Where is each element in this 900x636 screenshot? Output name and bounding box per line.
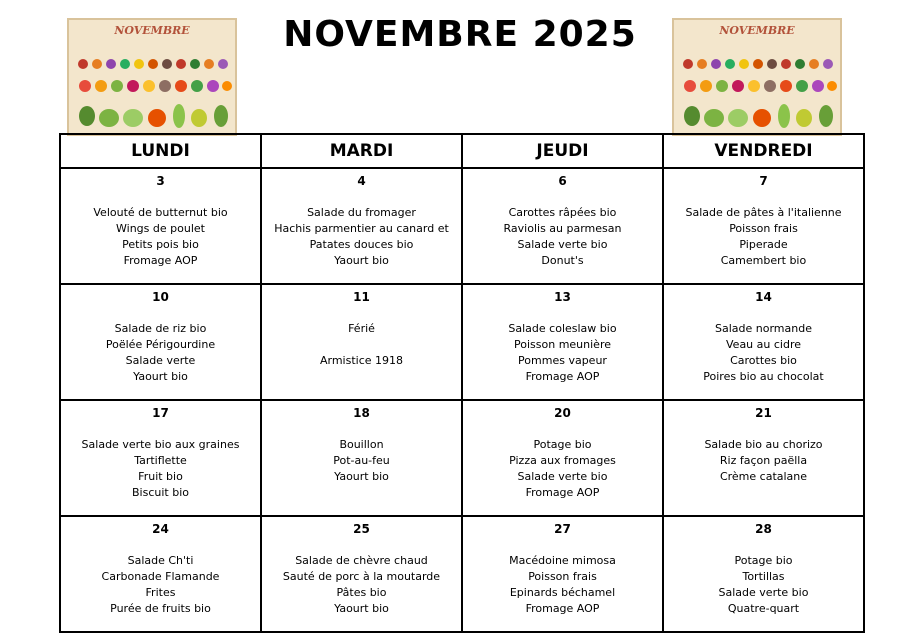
menu-item: Crème catalane <box>719 470 808 483</box>
day-cell <box>663 168 864 284</box>
day-number: 3 <box>156 174 165 188</box>
produce-row-bottom <box>684 104 833 128</box>
menu-item: Yaourt bio <box>334 470 389 483</box>
day-cell <box>663 400 864 516</box>
day-number: 11 <box>353 290 370 304</box>
day-cell <box>60 168 261 284</box>
menu-item: Fruit bio <box>138 470 183 483</box>
menu-item: Salade du fromager <box>307 206 416 219</box>
header-lundi: LUNDI <box>60 134 261 168</box>
menu-item: Salade normande <box>715 322 812 335</box>
menu-item: Pommes vapeur <box>518 354 607 367</box>
menu-item: Salade Ch'ti <box>127 554 194 567</box>
day-number: 7 <box>759 174 768 188</box>
menu-item: Pâtes bio <box>336 586 387 599</box>
menu-item: Quatre-quart <box>727 602 800 615</box>
menu-item: Salade verte <box>125 354 196 367</box>
day-number: 4 <box>357 174 366 188</box>
menu-item: Carbonade Flamande <box>101 570 220 583</box>
menu-item: Poëlée Périgourdine <box>105 338 216 351</box>
week-row <box>60 400 864 516</box>
menu-item: Fromage AOP <box>525 486 600 499</box>
week-row <box>60 516 864 632</box>
day-cell <box>663 516 864 632</box>
menu-item: Camembert bio <box>720 254 807 267</box>
day-cell <box>60 516 261 632</box>
day-cell <box>261 284 462 400</box>
header-mardi: MARDI <box>261 134 462 168</box>
day-number: 21 <box>755 406 772 420</box>
menu-item: Frites <box>145 586 176 599</box>
menu-item: Patates douces bio <box>309 238 414 251</box>
day-number: 28 <box>755 522 772 536</box>
produce-row-top <box>683 59 833 69</box>
day-cell <box>261 400 462 516</box>
day-cell <box>663 284 864 400</box>
day-number: 10 <box>152 290 169 304</box>
menu-item: Velouté de butternut bio <box>93 206 228 219</box>
day-cell <box>462 400 663 516</box>
day-cell <box>60 400 261 516</box>
menu-item: Poisson frais <box>729 222 798 235</box>
menu-item: Pot-au-feu <box>333 454 390 467</box>
menu-item: Salade de pâtes à l'italienne <box>685 206 842 219</box>
seasonal-produce-poster-left <box>67 18 237 136</box>
menu-item: Bouillon <box>339 438 384 451</box>
page-title: NOVEMBRE 2025 <box>283 14 637 55</box>
menu-item: Salade bio au chorizo <box>704 438 823 451</box>
menu-item: Riz façon paëlla <box>719 454 808 467</box>
produce-row-middle <box>684 80 837 92</box>
menu-item: Salade verte bio aux graines <box>81 438 240 451</box>
day-number: 18 <box>353 406 370 420</box>
day-number: 20 <box>554 406 571 420</box>
produce-row-top <box>78 59 228 69</box>
day-number: 14 <box>755 290 772 304</box>
menu-item: Carottes bio <box>730 354 797 367</box>
menu-item: Donut's <box>541 254 584 267</box>
menu-item: Salade de riz bio <box>114 322 207 335</box>
menu-item: Fromage AOP <box>525 602 600 615</box>
menu-item: Armistice 1918 <box>319 354 404 367</box>
menu-item: Carottes râpées bio <box>508 206 617 219</box>
menu-item: Salade verte bio <box>517 470 608 483</box>
menu-item: Fromage AOP <box>123 254 198 267</box>
menu-item: Macédoine mimosa <box>509 554 616 567</box>
menu-item: Salade coleslaw bio <box>508 322 617 335</box>
menu-item: Hachis parmentier au canard et <box>274 222 449 235</box>
menu-item: Potage bio <box>734 554 793 567</box>
poster-title: NOVEMBRE <box>114 24 190 37</box>
produce-illustration <box>674 20 842 136</box>
day-cell <box>462 284 663 400</box>
menu-item: Fromage AOP <box>525 370 600 383</box>
menu-item: Piperade <box>739 238 788 251</box>
day-number: 6 <box>558 174 567 188</box>
menu-item: Petits pois bio <box>122 238 199 251</box>
menu-item: Tartiflette <box>134 454 187 467</box>
day-number: 13 <box>554 290 571 304</box>
menu-item: Poires bio au chocolat <box>703 370 824 383</box>
menu-item: Poisson meunière <box>514 338 611 351</box>
menu-item: Wings de poulet <box>116 222 205 235</box>
poster-title: NOVEMBRE <box>719 24 795 37</box>
day-cell <box>60 284 261 400</box>
menu-item: Potage bio <box>533 438 592 451</box>
day-number: 27 <box>554 522 571 536</box>
day-cell <box>261 168 462 284</box>
menu-item: Salade de chèvre chaud <box>295 554 428 567</box>
menu-item: Purée de fruits bio <box>110 602 211 615</box>
day-cell <box>261 516 462 632</box>
week-row <box>60 168 864 284</box>
produce-row-middle <box>79 80 232 92</box>
menu-item: Epinards béchamel <box>509 586 616 599</box>
day-cell <box>462 168 663 284</box>
menu-item: Salade verte bio <box>718 586 809 599</box>
week-row <box>60 284 864 400</box>
menu-calendar-table <box>59 133 865 633</box>
day-number: 24 <box>152 522 169 536</box>
menu-item: Poisson frais <box>528 570 597 583</box>
produce-illustration <box>69 20 237 136</box>
seasonal-produce-poster-right <box>672 18 842 136</box>
produce-row-bottom <box>79 104 228 128</box>
menu-item: Férié <box>348 322 375 335</box>
menu-item: Yaourt bio <box>133 370 188 383</box>
header-vendredi: VENDREDI <box>663 134 864 168</box>
menu-item: Biscuit bio <box>132 486 189 499</box>
menu-item: Tortillas <box>742 570 785 583</box>
header-jeudi: JEUDI <box>462 134 663 168</box>
menu-item: Veau au cidre <box>726 338 801 351</box>
menu-item: Sauté de porc à la moutarde <box>282 570 441 583</box>
weekday-header-row <box>60 134 864 168</box>
menu-item: Yaourt bio <box>334 602 389 615</box>
day-cell <box>462 516 663 632</box>
menu-item: Pizza aux fromages <box>509 454 616 467</box>
day-number: 25 <box>353 522 370 536</box>
menu-item: Raviolis au parmesan <box>503 222 622 235</box>
menu-item: Salade verte bio <box>517 238 608 251</box>
menu-item: Yaourt bio <box>334 254 389 267</box>
day-number: 17 <box>152 406 169 420</box>
menu-item <box>264 337 459 353</box>
